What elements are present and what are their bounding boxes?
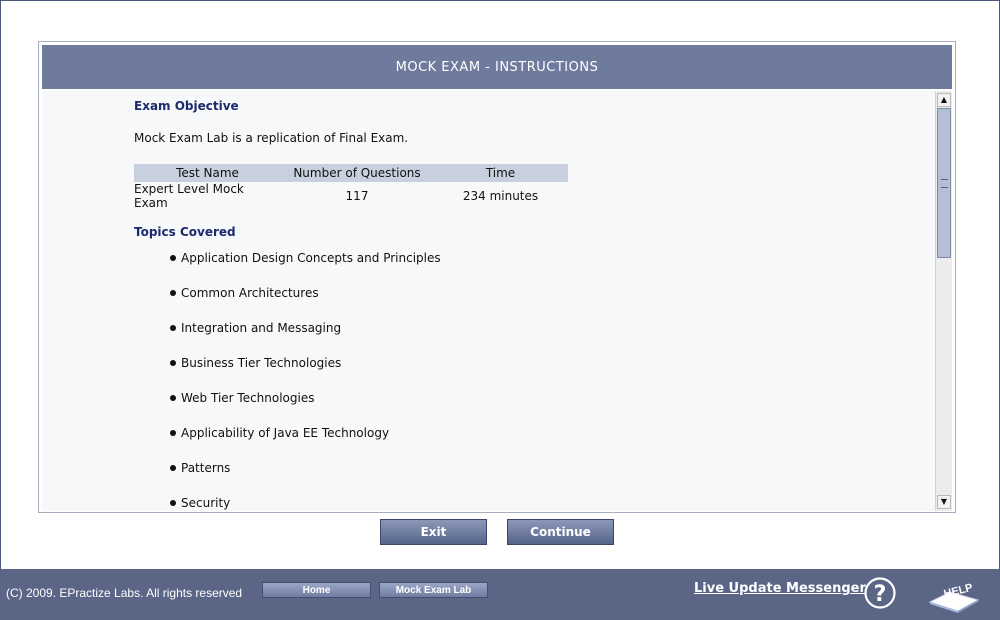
- bullet-icon: [170, 500, 176, 506]
- topic-label: Application Design Concepts and Principles: [181, 251, 441, 265]
- list-item: [170, 286, 319, 302]
- exit-button[interactable]: Exit: [380, 519, 487, 545]
- live-update-messenger-link[interactable]: Live Update Messenger: [694, 581, 866, 596]
- topic-label: Business Tier Technologies: [181, 356, 342, 370]
- instructions-panel: [38, 41, 956, 513]
- scroll-down-arrow-icon[interactable]: ▼: [937, 495, 951, 509]
- list-item: [170, 391, 315, 407]
- question-mark-glyph: ?: [873, 582, 887, 607]
- column-header-test-name: Test Name: [134, 164, 281, 182]
- continue-button[interactable]: Continue: [507, 519, 614, 545]
- scroll-up-arrow-icon[interactable]: ▲: [937, 93, 951, 107]
- question-mark-icon[interactable]: [864, 577, 896, 609]
- list-item: [170, 356, 341, 372]
- thumb-grip-icon: [941, 179, 948, 188]
- topic-label: Integration and Messaging: [181, 321, 342, 335]
- list-item: [170, 321, 341, 337]
- objective-heading: Exam Objective: [134, 99, 239, 113]
- list-item: [170, 496, 230, 511]
- topic-label: Patterns: [181, 461, 231, 475]
- list-item: [170, 426, 389, 442]
- bullet-icon: [170, 465, 176, 471]
- bullet-icon: [170, 395, 176, 401]
- topic-label: Security: [181, 496, 231, 510]
- table-row: [134, 182, 568, 210]
- home-button[interactable]: Home: [262, 582, 371, 598]
- exam-table: [134, 164, 568, 210]
- instructions-content: [42, 91, 935, 511]
- bullet-icon: [170, 290, 176, 296]
- topics-heading: Topics Covered: [134, 225, 236, 239]
- column-header-question-count: Number of Questions: [281, 164, 433, 182]
- bullet-icon: [170, 325, 176, 331]
- objective-text: Mock Exam Lab is a replication of Final Exam.: [134, 131, 409, 145]
- topic-label: Applicability of Java EE Technology: [181, 426, 390, 440]
- bullet-icon: [170, 255, 176, 261]
- bullet-icon: [170, 360, 176, 366]
- footer-bar: [0, 569, 1000, 620]
- topic-label: Common Architectures: [181, 286, 319, 300]
- copyright-text: (C) 2009. EPractize Labs. All rights reserved: [6, 586, 243, 600]
- bullet-icon: [170, 430, 176, 436]
- help-book-icon[interactable]: [928, 578, 980, 614]
- scroll-thumb[interactable]: [937, 108, 951, 258]
- list-item: [170, 251, 441, 267]
- panel-title: MOCK EXAM - INSTRUCTIONS: [42, 45, 952, 89]
- cell-time: 234 minutes: [462, 189, 539, 203]
- vertical-scrollbar[interactable]: [935, 91, 952, 511]
- mock-exam-lab-button[interactable]: Mock Exam Lab: [379, 582, 488, 598]
- list-item: [170, 461, 230, 477]
- column-header-time: Time: [433, 164, 568, 182]
- table-header-row: [134, 164, 568, 182]
- topic-label: Web Tier Technologies: [181, 391, 315, 405]
- help-label: HELP: [942, 581, 974, 601]
- cell-test-name: Expert Level Mock Exam: [134, 182, 244, 210]
- cell-question-count: 117: [345, 189, 369, 203]
